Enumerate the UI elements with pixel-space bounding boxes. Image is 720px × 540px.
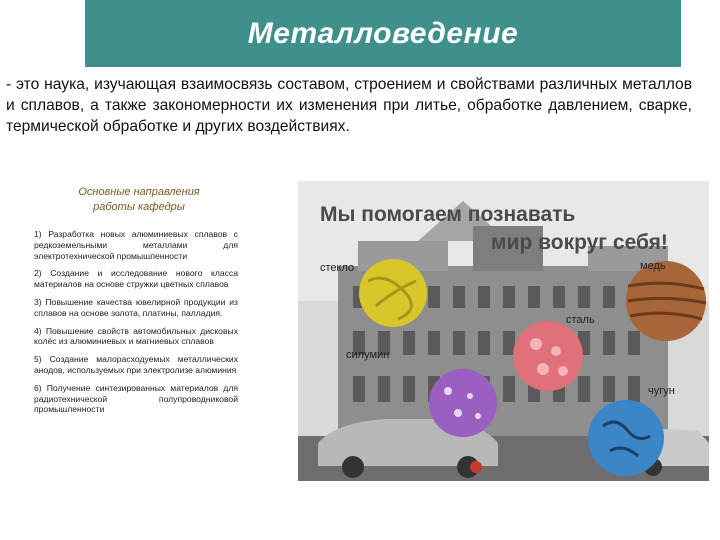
copper-label: медь — [640, 260, 666, 272]
direction-item-1: 1) Разработка новых алюминиевых сплавов с редкоземельными металлами для электротехнической промышленности — [34, 229, 238, 261]
silumin-label: силумин — [346, 349, 390, 361]
direction-item-6: 6) Получение синтезированных материалов для радиотехнической полупроводниковой промышленности — [34, 382, 238, 415]
glass-label: стекло — [320, 262, 355, 274]
page-title: Металловедение — [247, 16, 519, 50]
cast-iron-label: чугун — [648, 385, 675, 397]
title-bar — [85, 0, 681, 67]
direction-item-4: 4) Повышение свойств автомобильных дисковых колёс из алюминиевых и магниевых сплавов — [34, 325, 238, 347]
silumin-sample-circle — [429, 369, 497, 437]
building-illustration — [298, 181, 709, 481]
direction-item-5: 5) Создание малорасходуемых металлических анодов, используемых при электролизе алюминия — [34, 354, 238, 375]
illustration-headline-line2: мир вокруг себя! — [491, 231, 668, 254]
intro-paragraph: - это наука, изучающая взаимосвязь составом, строением и свойствами различных металлов и сплавов, а также закономерности их изменения при литье, обработке давлением, сварке, термической обработке и других воздействиях. — [6, 76, 692, 135]
steel-label: сталь — [566, 314, 595, 326]
steel-sample-circle — [513, 321, 583, 391]
cast-iron-sample-circle — [588, 400, 664, 476]
direction-item-3: 3) Повышение качества ювелирной продукции из сплавов на основе золота, платины, палладия. — [34, 296, 238, 318]
directions-heading-line1: Основные направления — [78, 186, 200, 198]
directions-heading-line2: работы кафедры — [93, 201, 185, 213]
illustration-headline-line1: Мы помогаем познавать — [320, 203, 576, 226]
directions-list — [34, 229, 238, 422]
directions-heading — [60, 185, 218, 215]
direction-item-2: 2) Создание и исследование нового класса материалов на основе стружки цветных сплавов — [34, 268, 238, 290]
